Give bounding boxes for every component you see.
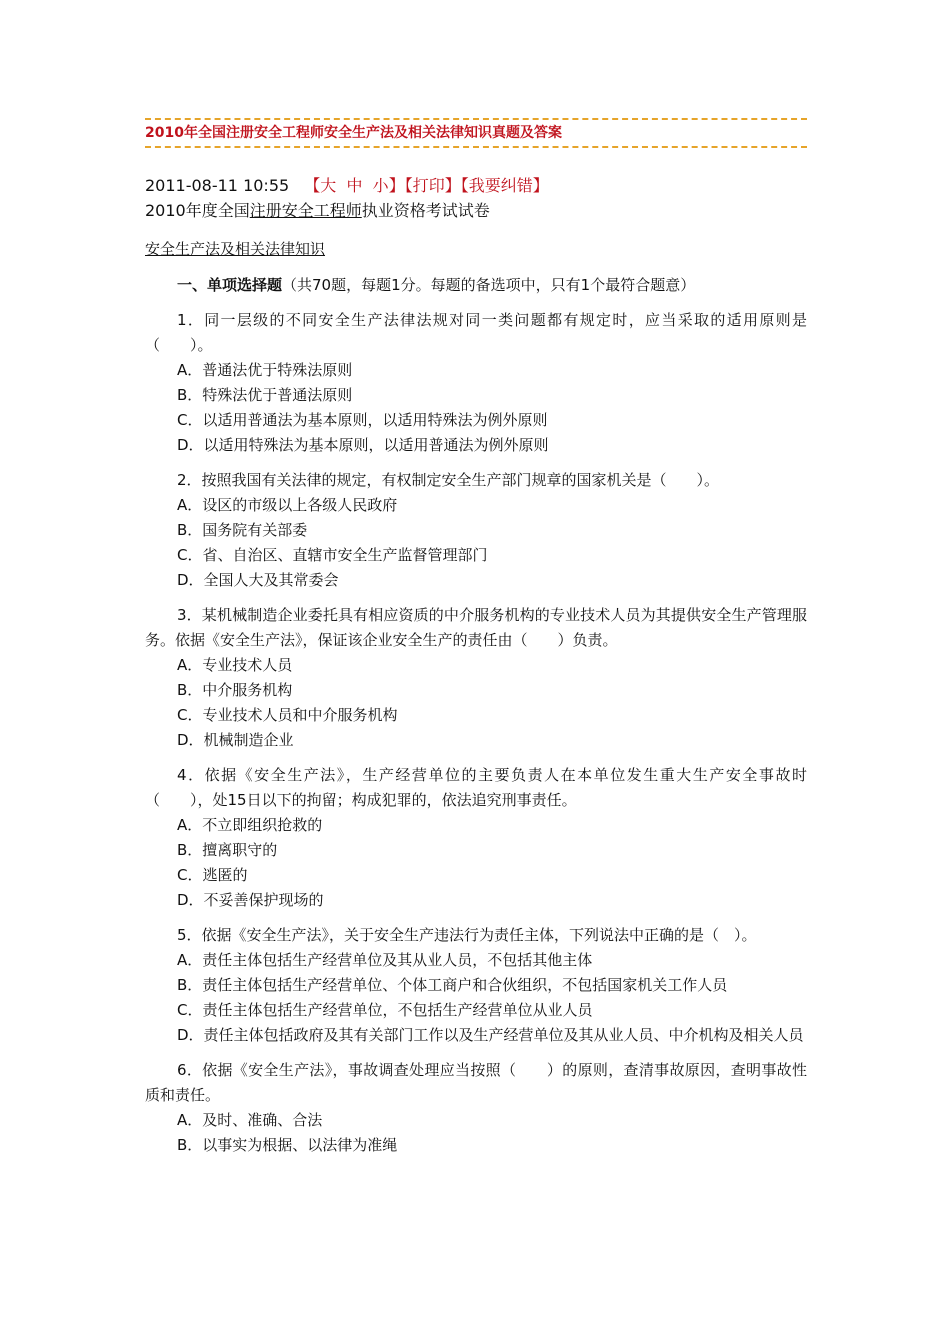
question-option: B．擅离职守的: [177, 841, 278, 859]
question-option: D．以适用特殊法为基本原则，以适用普通法为例外原则: [177, 436, 549, 454]
bracket-open: 【: [304, 176, 321, 195]
font-size-small-link[interactable]: 小: [372, 176, 389, 195]
question-option: B．以事实为根据、以法律为准绳: [177, 1136, 398, 1154]
font-size-medium-link[interactable]: 中: [346, 176, 363, 195]
print-link[interactable]: 【打印】: [404, 176, 461, 195]
question-option: A．及时、准确、合法: [177, 1111, 323, 1129]
question: [145, 603, 807, 753]
question-option: D．责任主体包括政府及其有关部门工作以及生产经营单位及其从业人员、中介机构及相关人员: [177, 1026, 804, 1044]
exam-title-line: [145, 198, 807, 223]
publish-datetime: 2011-08-11 10:55: [145, 176, 290, 195]
question-option: B．国务院有关部委: [177, 521, 308, 539]
question-option: D．全国人大及其常委会: [177, 571, 339, 589]
question-option: D．机械制造企业: [177, 731, 294, 749]
question: [145, 1058, 807, 1158]
article-title: 2010年全国注册安全工程师安全生产法及相关法律知识真题及答案: [145, 125, 562, 141]
title-divider-bottom: [145, 146, 807, 148]
exam-line-suffix: 执业资格考试试卷: [361, 201, 490, 220]
bracket-close: 】: [388, 176, 405, 195]
question-option: C．省、自治区、直辖市安全生产监督管理部门: [177, 546, 488, 564]
question-option: C．以适用普通法为基本原则，以适用特殊法为例外原则: [177, 411, 548, 429]
heading-bold: 一、单项选择题: [177, 276, 283, 294]
article-meta: [145, 174, 807, 198]
question-option: B．特殊法优于普通法原则: [177, 386, 353, 404]
question-option: D．不妥善保护现场的: [177, 891, 324, 909]
report-error-link[interactable]: 【我要纠错】: [460, 176, 549, 195]
question: [145, 308, 807, 458]
question-option: A．责任主体包括生产经营单位及其从业人员，不包括其他主体: [177, 951, 593, 969]
question-option: B．中介服务机构: [177, 681, 293, 699]
question-stem: 5．依据《安全生产法》，关于安全生产违法行为责任主体，下列说法中正确的是（ ）。: [177, 926, 757, 944]
title-divider-top: [145, 118, 807, 120]
article-tools: [304, 176, 548, 195]
question-option: A．设区的市级以上各级人民政府: [177, 496, 398, 514]
question-option: C．逃匿的: [177, 866, 248, 884]
question-option: A．专业技术人员: [177, 656, 293, 674]
question-stem: 3．某机械制造企业委托具有相应资质的中介服务机构的专业技术人员为其提供安全生产管理服务。依据《安全生产法》，保证该企业安全生产的责任由（ ）负责。: [145, 606, 807, 649]
question: [145, 763, 807, 913]
document-page: [145, 118, 807, 1158]
question-stem: 4．依据《安全生产法》，生产经营单位的主要负责人在本单位发生重大生产安全事故时（ ），处15日以下的拘留；构成犯罪的，依法追究刑事责任。: [145, 766, 807, 809]
question-option: A．普通法优于特殊法原则: [177, 361, 353, 379]
question: [145, 923, 807, 1048]
section-heading: [145, 273, 807, 298]
question: [145, 468, 807, 593]
exam-keyword-link[interactable]: 注册安全工程师: [249, 201, 362, 220]
question-option: C．专业技术人员和中介服务机构: [177, 706, 398, 724]
subject-link[interactable]: 安全生产法及相关法律知识: [145, 240, 326, 258]
question-option: B．责任主体包括生产经营单位、个体工商户和合伙组织，不包括国家机关工作人员: [177, 976, 728, 994]
question-stem: 1．同一层级的不同安全生产法律法规对同一类问题都有规定时，应当采取的适用原则是（ ）。: [145, 311, 807, 354]
exam-line-prefix: 2010年度全国: [145, 201, 250, 220]
heading-rest: （共70题，每题1分。每题的备选项中，只有1个最符合题意）: [282, 276, 696, 294]
question-stem: 2．按照我国有关法律的规定，有权制定安全生产部门规章的国家机关是（ ）。: [177, 471, 720, 489]
question-stem: 6．依据《安全生产法》，事故调查处理应当按照（ ）的原则，查清事故原因，查明事故性质和责任。: [145, 1061, 807, 1104]
question-option: C．责任主体包括生产经营单位，不包括生产经营单位从业人员: [177, 1001, 593, 1019]
font-size-large-link[interactable]: 大: [320, 176, 337, 195]
question-option: A．不立即组织抢救的: [177, 816, 323, 834]
